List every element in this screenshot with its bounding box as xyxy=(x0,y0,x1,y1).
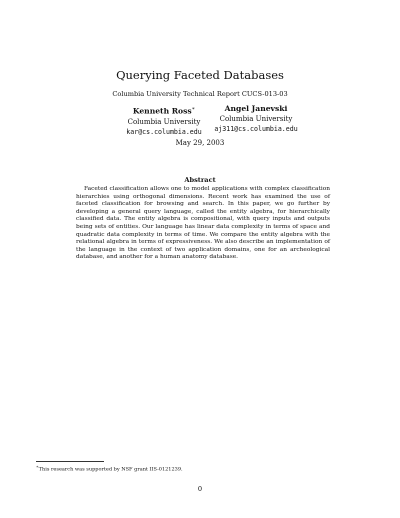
footnote-mark: ∗ xyxy=(36,464,39,469)
publication-date: May 29, 2003 xyxy=(175,139,225,147)
abstract-heading: Abstract xyxy=(184,176,216,184)
author-block xyxy=(196,104,316,134)
footnote xyxy=(36,464,183,473)
author-name: Angel Janevski xyxy=(224,104,288,113)
footnote-rule xyxy=(36,461,104,462)
footnote-marker: ∗ xyxy=(191,106,196,112)
paper-title: Querying Faceted Databases xyxy=(116,68,284,82)
abstract-text: Faceted classification allows one to model applications with complex classification hierarchies using orthogonal dimensions. Recent work has examined the use of faceted classification for browsing and search. In this paper, we go further by developing a general query language, called the entity algebra, for hierarchically classified data. The entity algebra is compositional, with query inputs and outputs being sets of entities. Our language has linear data complexity in terms of space and quadratic data complexity in terms of time. We compare the entity algebra with the relational algebra in terms of expressiveness. We also describe an implementation of the language in the context of two application domains, one for an archeological database, and another for a human anatomy database. xyxy=(76,186,330,261)
page-number: 0 xyxy=(197,485,203,493)
author-affiliation: Columbia University xyxy=(219,115,293,123)
author-name: Kenneth Ross∗ xyxy=(132,106,196,116)
author-email: kar@cs.columbia.edu xyxy=(126,127,202,136)
report-number: Columbia University Technical Report CUCS-013-03 xyxy=(112,90,288,98)
author-email: aj311@cs.columbia.edu xyxy=(214,125,298,133)
footnote-text: This research was supported by NSF grant IIS-0121239. xyxy=(38,466,183,473)
author-affiliation: Columbia University xyxy=(127,117,201,126)
